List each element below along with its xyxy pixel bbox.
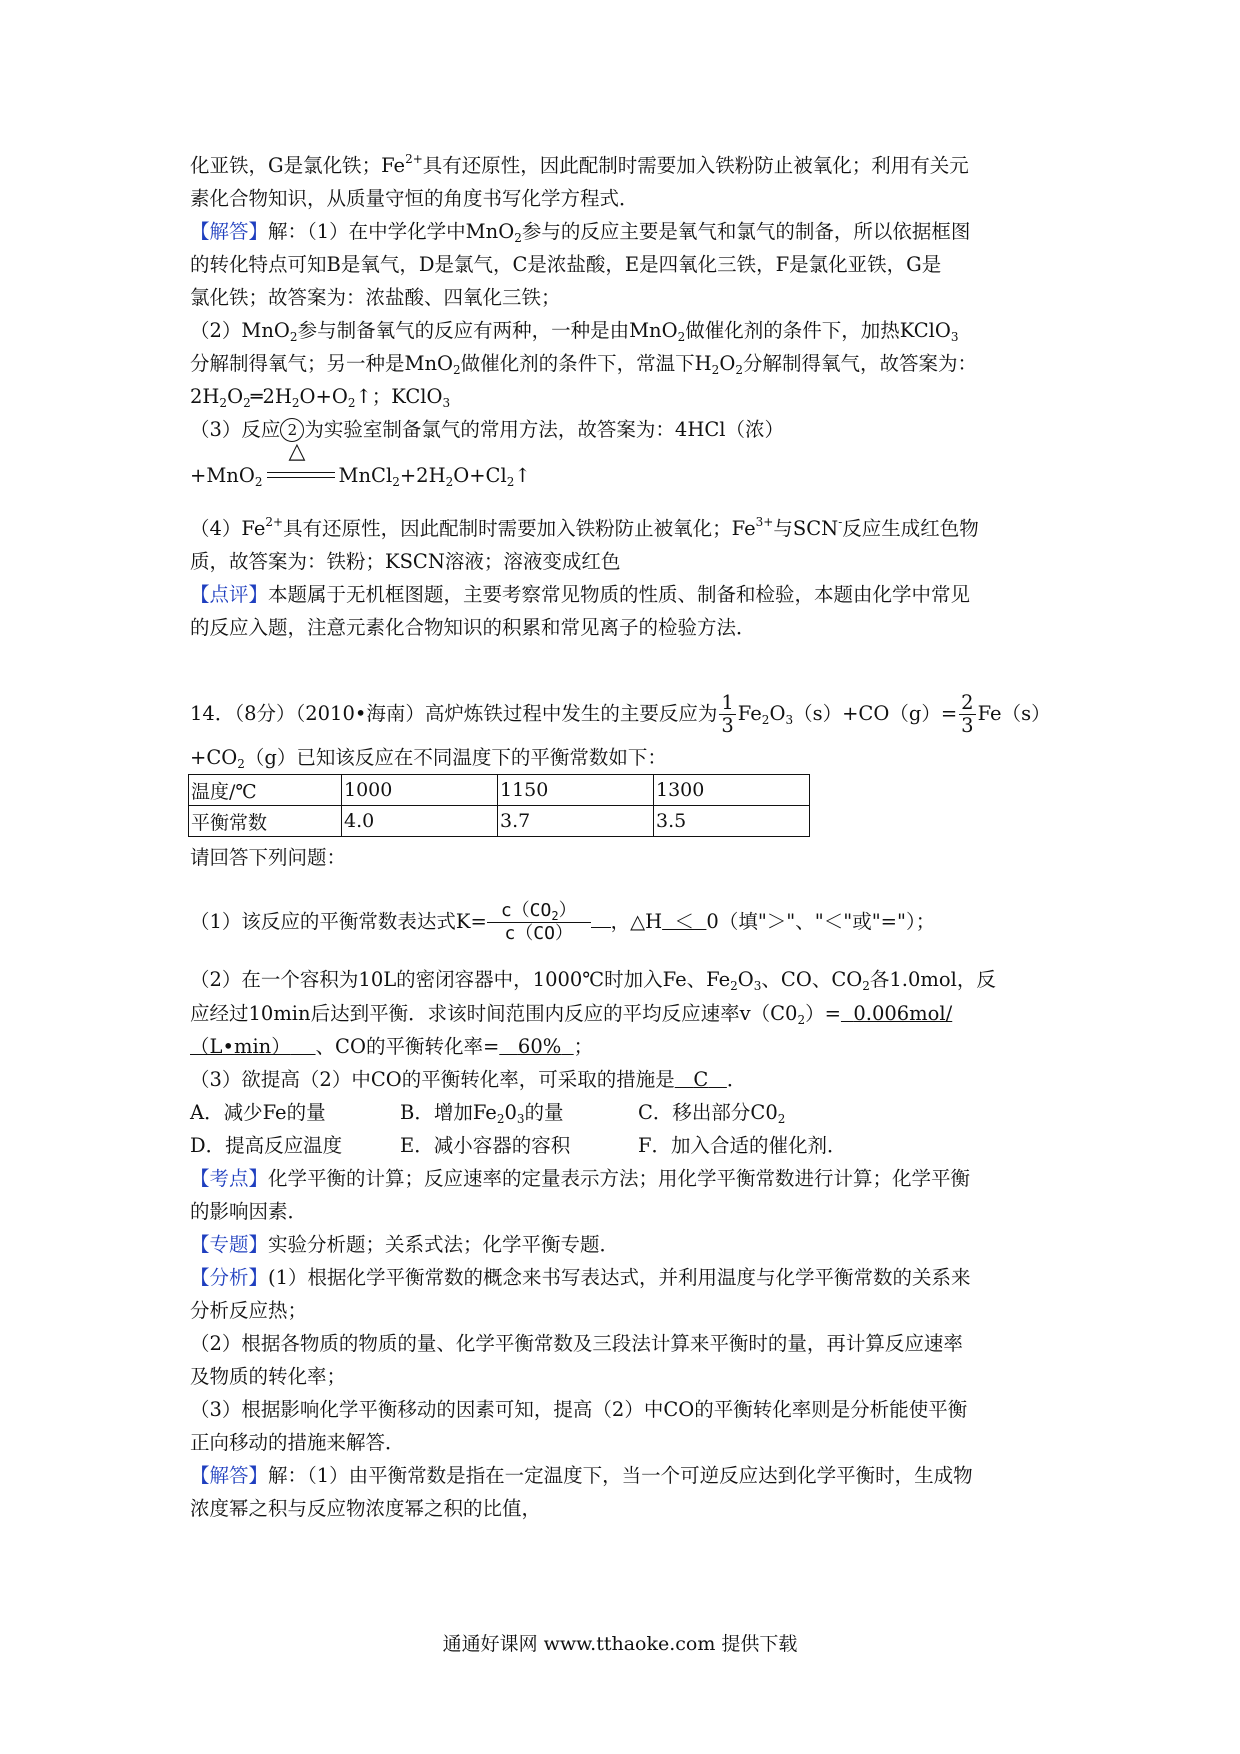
kaodian-tag: 【考点】 [190, 1167, 269, 1190]
answer-blank: 0.006mol/ [853, 1002, 953, 1025]
analysis-tag: 【分析】 [190, 1266, 269, 1289]
answer-blank: C [693, 1068, 709, 1091]
answer-tag: 【解答】 [190, 1464, 269, 1487]
answer-blank: 60% [517, 1035, 562, 1058]
answer-blank: ＜ [674, 910, 695, 933]
table-cell: 1150 [498, 775, 654, 806]
text-line: （2）在一个容积为10L的密闭容器中，1000℃时加入Fe、$Fe_2O_3$、CO、$CO_2$各1.0mol，反 [190, 968, 996, 993]
fraction-one-third: $\frac{1}{3}$ [721, 691, 734, 737]
text-line: 【解答】解：（1）由平衡常数是指在一定温度下，当一个可逆反应达到化学平衡时，生成物 [190, 1464, 973, 1487]
option-f: F．加入合适的催化剂． [638, 1134, 847, 1157]
table-cell: 1000 [342, 775, 498, 806]
option-d: D．提高反应温度 [190, 1134, 343, 1157]
text-line: 浓度幂之积与反应物浓度幂之积的比值， [190, 1497, 542, 1520]
text-line: 【点评】本题属于无机框图题，主要考察常见物质的性质、制备和检验，本题由化学中常见 [190, 583, 971, 606]
text-line: 正向移动的措施来解答． [190, 1431, 405, 1454]
table-cell: 平衡常数 [189, 806, 342, 837]
option-b: B．增加$Fe_20_3$的量 [400, 1101, 564, 1126]
answer-tag: 【解答】 [190, 220, 269, 243]
page-footer: 通通好课网 www.tthaoke.com 提供下载 [442, 1633, 798, 1655]
text-line: 【专题】实验分析题；关系式法；化学平衡专题． [190, 1233, 620, 1256]
text-line: 【考点】化学平衡的计算；反应速率的定量表示方法；用化学平衡常数进行计算；化学平衡 [190, 1167, 971, 1190]
text-line: 分解制得氧气；另一种是MnO$_2$做催化剂的条件下，常温下$H_2O_2$分解制得氧气，故答案为： [190, 352, 977, 377]
answer-blank: （L•min） [190, 1035, 291, 1058]
table-cell: 3.7 [498, 806, 654, 837]
table-row [189, 775, 810, 806]
k-expression-line: （1）该反应的平衡常数表达式K= $\frac{c(CO_2)}{c(CO)}$ ，△H ＜ 0（填"＞"、"＜"或"="）； [190, 900, 936, 944]
text-line: （L•min） 、CO的平衡转化率= 60% ； [190, 1035, 594, 1058]
text-line: 的影响因素． [190, 1200, 308, 1223]
text-line: （2）根据各物质的物质的量、化学平衡常数及三段法计算来平衡时的量，再计算反应速率 [190, 1332, 963, 1355]
text-line: （3）欲提高（2）中CO的平衡转化率，可采取的措施是 C ． [190, 1068, 747, 1091]
option-c: C．移出部分$C0_2$ [638, 1101, 786, 1126]
fraction-two-thirds: $\frac{2}{3}$ [961, 691, 974, 737]
text-line: 请回答下列问题： [190, 846, 347, 869]
text-line: 的反应入题，注意元素化合物知识的积累和常见离子的检验方法． [190, 616, 756, 639]
text-line: （2）MnO$_2$参与制备氧气的反应有两种，一种是由MnO$_2$做催化剂的条件下，加热KClO$_3$ [190, 319, 959, 344]
equation-line: $2H_2O_2═2H_2O+O_2↑$；KClO$_3$ [190, 385, 451, 410]
heat-condition: △ [288, 438, 306, 464]
text-line: $(4)Fe^{2+}$具有还原性，因此配制时需要加入铁粉防止被氧化；$Fe^{3+}$与SCN-反应生成红色物 [190, 515, 979, 540]
text-line: 氯化铁；故答案为：浓盐酸、四氧化三铁； [190, 286, 561, 309]
k-fraction: $\frac{c(CO_2)}{c(CO)}$ [487, 900, 591, 945]
equilibrium-constant-table [188, 774, 810, 837]
question-header: 14．（8分）（2010•海南）高炉炼铁过程中发生的主要反应为 $\frac{1}{3}$ $Fe_2O_3(s)+CO(g)=$ $\frac{2}{3}$ Fe（s） [190, 691, 1051, 737]
circled-number: 2 [280, 418, 304, 442]
text-line: （3）反应 2 为实验室制备氯气的常用方法，故答案为：4HCl（浓） [190, 418, 784, 441]
text-line: $+CO_2(g)$已知该反应在不同温度下的平衡常数如下： [190, 746, 667, 771]
table-cell: 3.5 [654, 806, 810, 837]
equation-line: +MnO$_2$ △ $MnCl_2+2H_2O+Cl_2↑$ [190, 438, 531, 489]
text-line: 素化合物知识，从质量守恒的角度书写化学方程式． [190, 187, 639, 210]
text-line: 质，故答案为：铁粉；KSCN溶液；溶液变成红色 [190, 550, 621, 573]
comment-tag: 【点评】 [190, 583, 269, 606]
text-line: 化亚铁，G是氯化铁；$Fe^{2+}$具有还原性，因此配制时需要加入铁粉防止被氧化；利用有关元 [190, 152, 969, 177]
table-cell: 温度/℃ [189, 775, 342, 806]
option-e: E．减小容器的容积 [400, 1134, 571, 1157]
table-row [189, 806, 810, 837]
text-line: 【解答】解：（1）在中学化学中MnO$_2$参与的反应主要是氧气和氯气的制备，所以依据框图 [190, 220, 971, 245]
text-line: 应经过10min后达到平衡．求该时间范围内反应的平均反应速率$v(C0_2)= 0.006mol/$ [190, 1002, 953, 1027]
option-a: A．减少Fe的量 [190, 1101, 326, 1124]
text-line: （3）根据影响化学平衡移动的因素可知，提高（2）中CO的平衡转化率则是分析能使平衡 [190, 1398, 968, 1421]
zhuanti-tag: 【专题】 [190, 1233, 269, 1256]
text-line: 【分析】(1）根据化学平衡常数的概念来书写表达式，并利用温度与化学平衡常数的关系来 [190, 1266, 971, 1289]
text-line: 分析反应热； [190, 1299, 308, 1322]
table-cell: 1300 [654, 775, 810, 806]
text-line: 及物质的转化率； [190, 1365, 347, 1388]
text-line: 的转化特点可知B是氧气，D是氯气，C是浓盐酸，E是四氧化三铁，F是氯化亚铁，G是 [190, 253, 942, 276]
table-cell: 4.0 [342, 806, 498, 837]
